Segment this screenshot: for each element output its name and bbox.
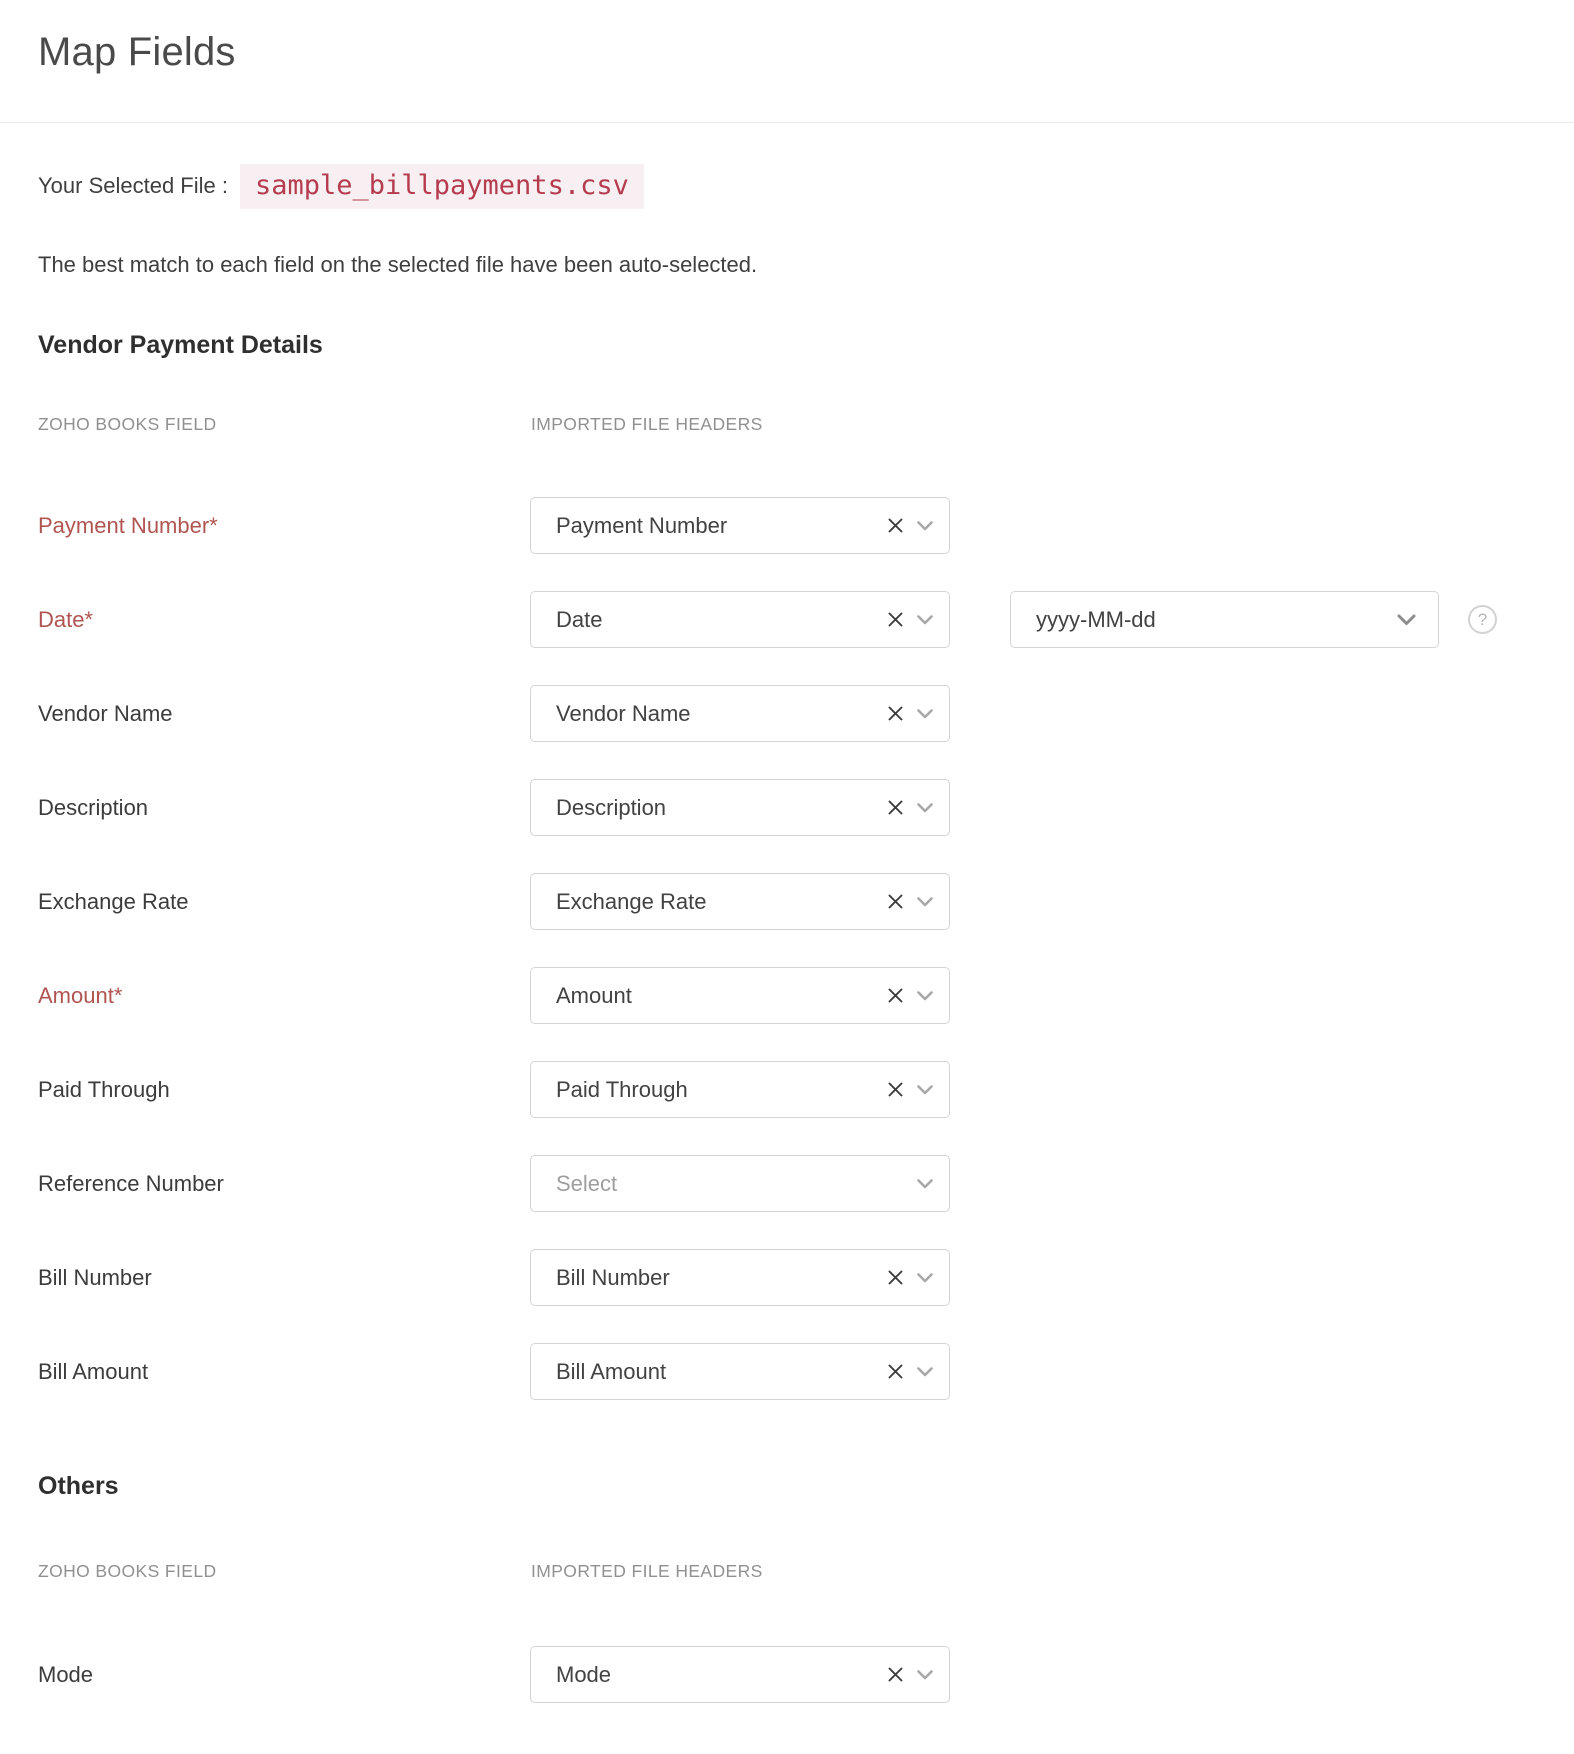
field-label: Reference Number xyxy=(38,1170,224,1196)
chevron-down-icon xyxy=(917,1179,933,1189)
field-row xyxy=(0,967,1574,1024)
select-value: Bill Amount xyxy=(556,1358,667,1384)
field-row xyxy=(0,1343,1574,1400)
chevron-down-icon xyxy=(917,1367,933,1377)
field-label: Paid Through xyxy=(38,1076,170,1102)
field-row xyxy=(0,591,1574,648)
imported-header-select[interactable] xyxy=(530,873,950,930)
select-value: Bill Number xyxy=(556,1264,670,1290)
column-header-imported-file-headers: IMPORTED FILE HEADERS xyxy=(531,1561,763,1581)
clear-selection-icon[interactable] xyxy=(887,893,904,910)
field-label: Mode xyxy=(38,1661,94,1687)
field-label: Exchange Rate xyxy=(38,888,189,914)
clear-selection-icon[interactable] xyxy=(887,987,904,1004)
chevron-down-icon xyxy=(917,709,933,719)
selected-file-name: sample_billpayments.csv xyxy=(240,164,644,209)
field-label: Vendor Name xyxy=(38,700,173,726)
chevron-down-icon xyxy=(917,897,933,907)
chevron-down-icon xyxy=(917,1670,933,1680)
header-divider xyxy=(0,122,1574,123)
section-title-vendor-payment-details: Vendor Payment Details xyxy=(38,331,323,359)
field-row xyxy=(0,779,1574,836)
select-value: Vendor Name xyxy=(556,700,691,726)
chevron-down-icon xyxy=(1397,614,1416,626)
field-label: Bill Amount xyxy=(38,1358,149,1384)
clear-selection-icon[interactable] xyxy=(887,1081,904,1098)
select-value: Payment Number xyxy=(556,512,728,538)
section-title-others: Others xyxy=(38,1472,119,1500)
field-label: Date* xyxy=(38,606,94,632)
imported-header-select[interactable] xyxy=(530,1646,950,1703)
clear-selection-icon[interactable] xyxy=(887,611,904,628)
field-row xyxy=(0,1061,1574,1118)
field-row xyxy=(0,497,1574,554)
clear-selection-icon[interactable] xyxy=(887,517,904,534)
imported-header-select[interactable] xyxy=(530,779,950,836)
clear-selection-icon[interactable] xyxy=(887,1363,904,1380)
imported-header-select[interactable] xyxy=(530,1155,950,1212)
chevron-down-icon xyxy=(917,1085,933,1095)
field-row xyxy=(0,685,1574,742)
select-value: Description xyxy=(556,794,667,820)
field-label: Description xyxy=(38,794,149,820)
imported-header-select[interactable] xyxy=(530,685,950,742)
select-value: Mode xyxy=(556,1661,612,1687)
help-icon[interactable] xyxy=(1468,605,1497,634)
chevron-down-icon xyxy=(917,615,933,625)
clear-selection-icon[interactable] xyxy=(887,705,904,722)
imported-header-select[interactable] xyxy=(530,1249,950,1306)
select-value: Amount xyxy=(556,982,632,1008)
field-row xyxy=(0,873,1574,930)
clear-selection-icon[interactable] xyxy=(887,1666,904,1683)
chevron-down-icon xyxy=(917,521,933,531)
auto-select-note: The best match to each field on the selected file have been auto-selected. xyxy=(38,252,758,277)
column-header-zoho-books-field: ZOHO BOOKS FIELD xyxy=(38,1561,217,1581)
page-title: Map Fields xyxy=(38,30,236,74)
imported-header-select[interactable] xyxy=(530,591,950,648)
selected-file-line xyxy=(38,160,644,212)
selected-file-label: Your Selected File : xyxy=(38,173,228,198)
column-header-zoho-books-field: ZOHO BOOKS FIELD xyxy=(38,414,217,434)
field-row xyxy=(0,1646,1574,1703)
chevron-down-icon xyxy=(917,803,933,813)
field-label: Amount* xyxy=(38,982,123,1008)
date-format-value: yyyy-MM-dd xyxy=(1036,606,1156,632)
field-label: Payment Number* xyxy=(38,512,218,538)
chevron-down-icon xyxy=(917,991,933,1001)
select-value: Select xyxy=(556,1170,618,1196)
clear-selection-icon[interactable] xyxy=(887,1269,904,1286)
field-label: Bill Number xyxy=(38,1264,152,1290)
imported-header-select[interactable] xyxy=(530,967,950,1024)
clear-selection-icon[interactable] xyxy=(887,799,904,816)
select-value: Exchange Rate xyxy=(556,888,707,914)
imported-header-select[interactable] xyxy=(530,497,950,554)
column-header-imported-file-headers: IMPORTED FILE HEADERS xyxy=(531,414,763,434)
select-value: Paid Through xyxy=(556,1076,688,1102)
imported-header-select[interactable] xyxy=(530,1343,950,1400)
chevron-down-icon xyxy=(917,1273,933,1283)
field-row xyxy=(0,1249,1574,1306)
imported-header-select[interactable] xyxy=(530,1061,950,1118)
date-format-select[interactable] xyxy=(1010,591,1439,648)
question-mark-glyph: ? xyxy=(1477,609,1488,629)
select-value: Date xyxy=(556,606,603,632)
field-row xyxy=(0,1155,1574,1212)
